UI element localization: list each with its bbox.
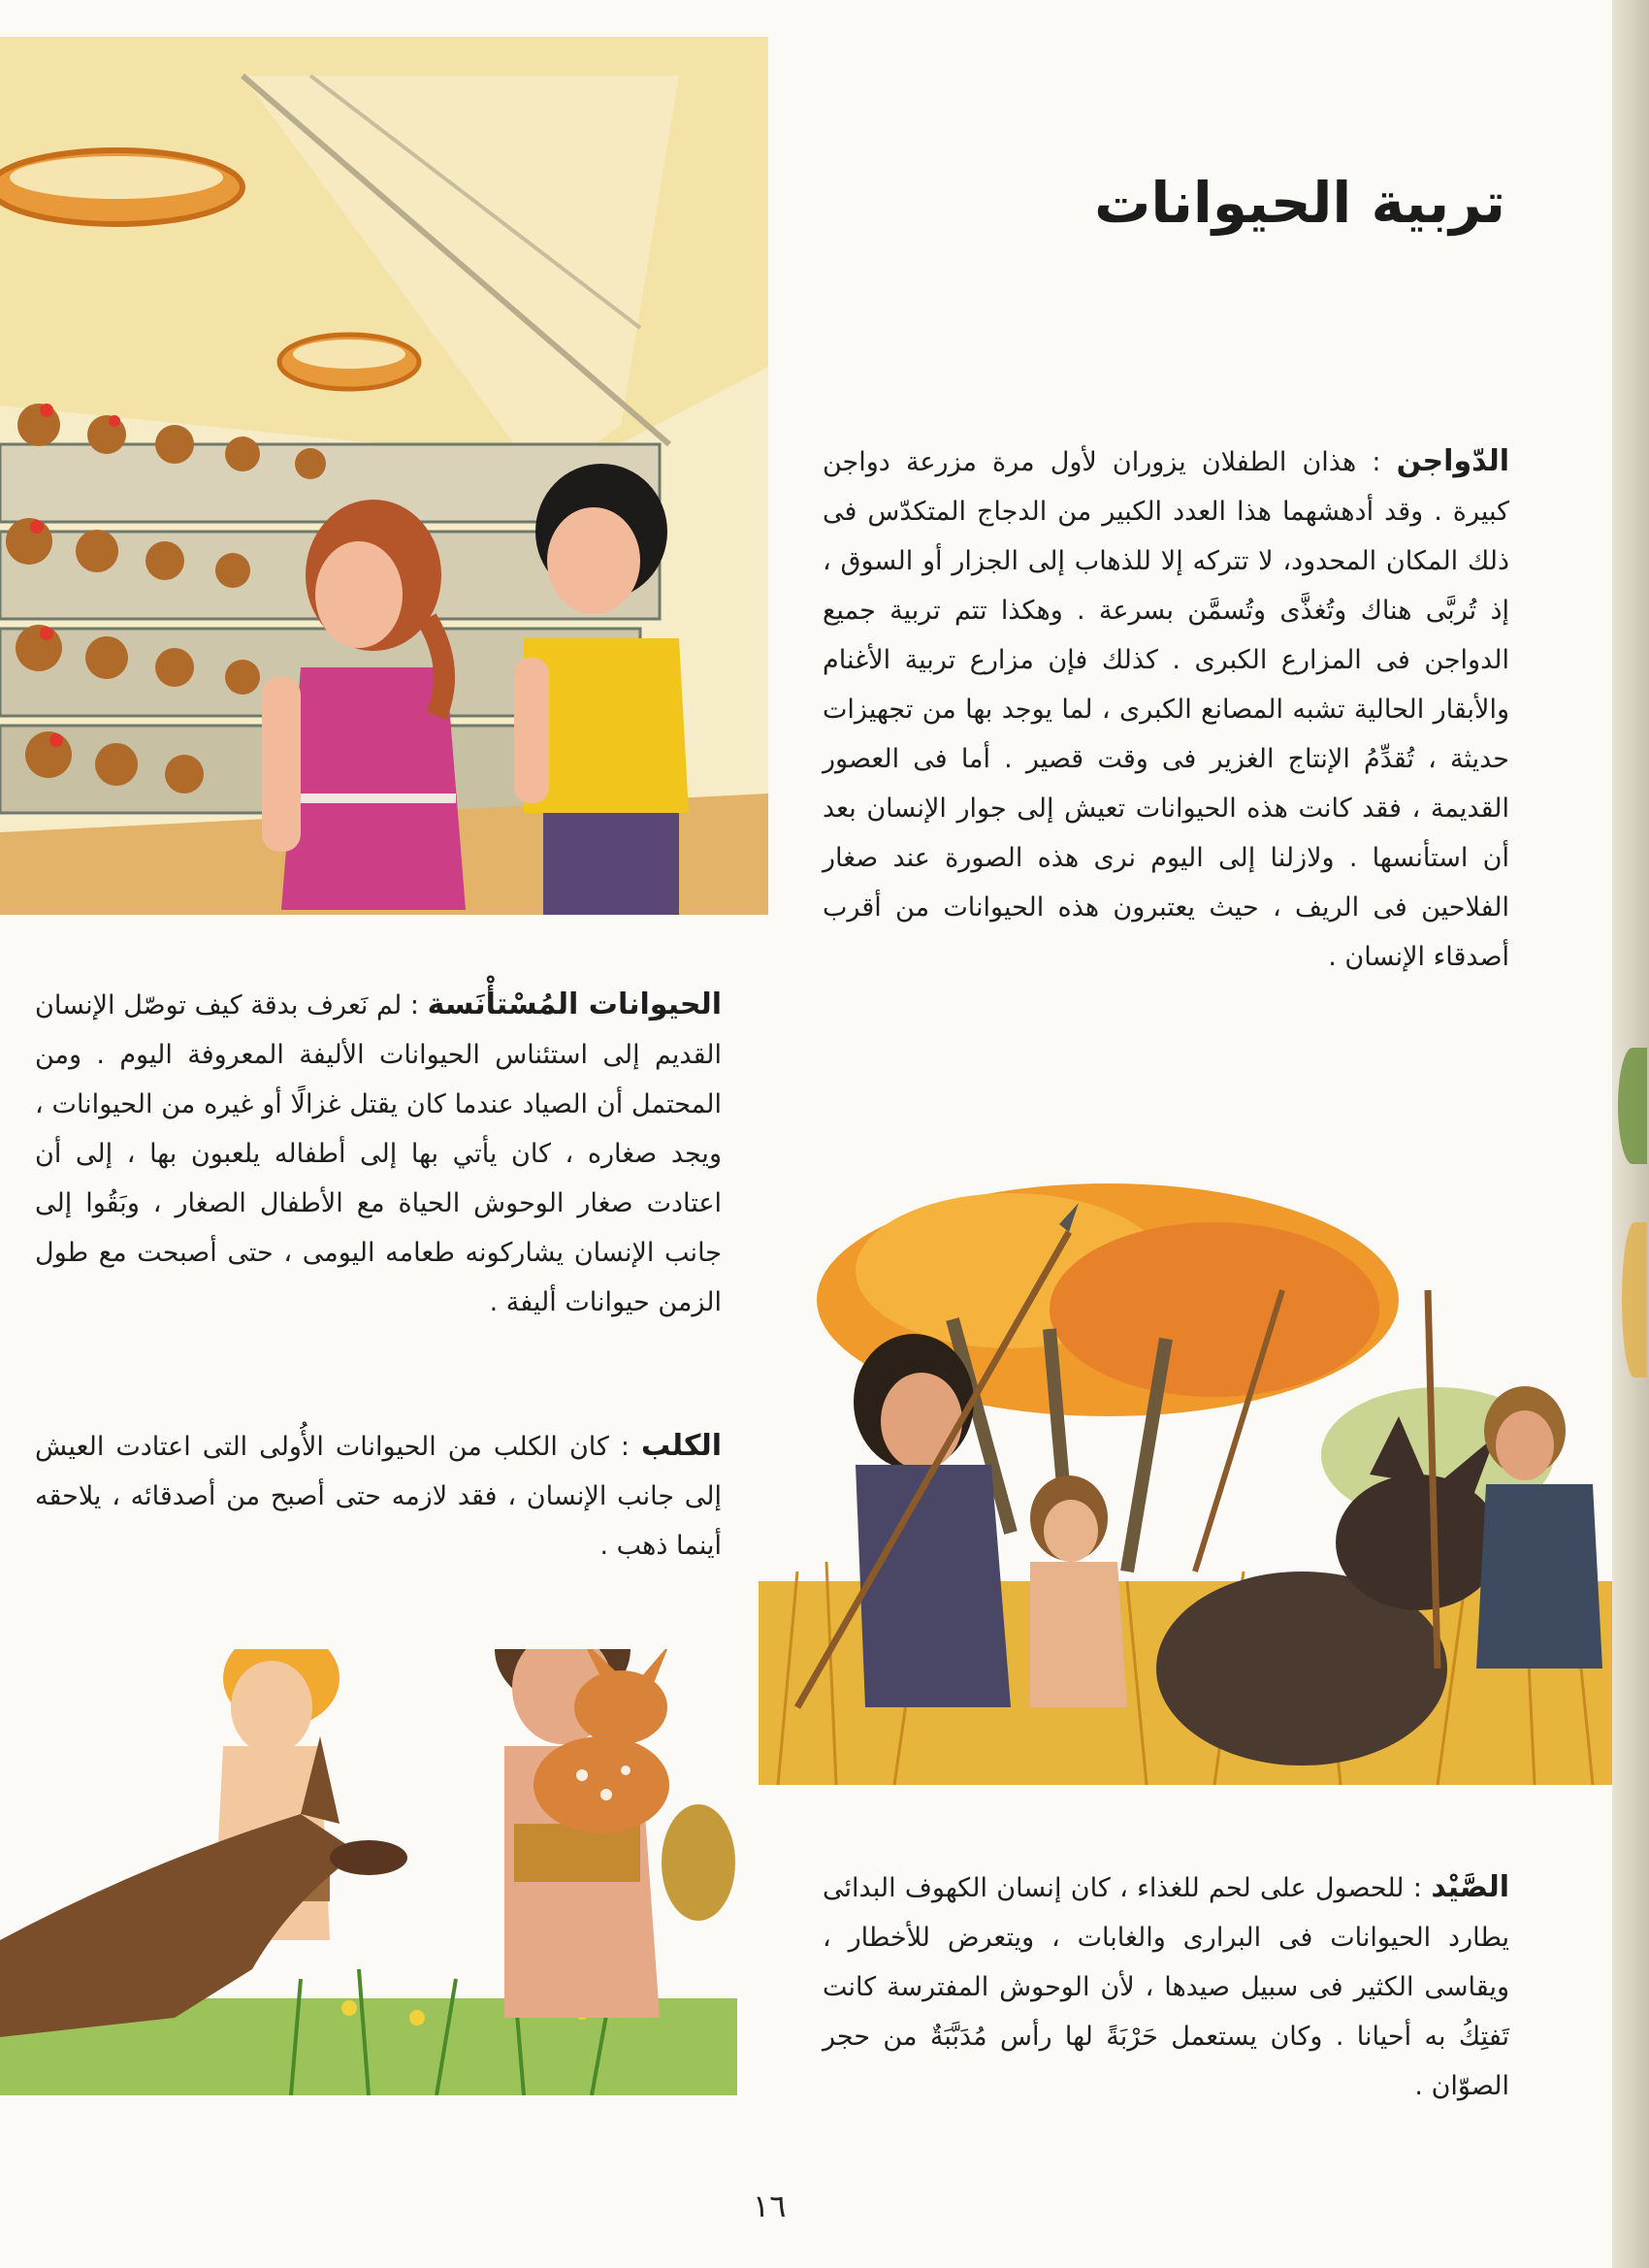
poultry-section [823,437,1509,982]
adjacent-page-leaf-icon [1618,1048,1647,1164]
poultry-heading: الدّواجن [1396,444,1509,478]
hunting-section [823,1863,1509,2111]
page-title: تربية الحيوانات [1094,170,1505,236]
dog-text: : كان الكلب من الحيوانات الأُولى التى اعتادت العيش إلى جانب الإنسان ، فقد لازمه حتى أصبح من أصدقائه ، يلاحقه أينما ذهب . [35,1432,722,1561]
dog-heading: الكلب [641,1429,722,1463]
poultry-farm-image [0,37,768,915]
domesticated-heading: الحيوانات المُسْتأْنَسة [427,988,722,1021]
hunting-text: : للحصول على لحم للغذاء ، كان إنسان الكهوف البدائى يطارد الحيوانات فى البرارى والغابات ، ويتعرض للأخطار ، ويقاسى الكثير فى سبيل صيدها ، لأن الوحوش المفترسة كانت تَفتِكُ به أحيانا . وكان يستعمل حَرْبَةً لها رأس مُدَبَّبَةٌ من حجر الصوّان . [823,1873,1509,2101]
adjacent-page-edge [1612,0,1649,2268]
poultry-farm-illustration [0,37,768,915]
domesticated-text: : لم نَعرف بدقة كيف توصّل الإنسان القديم إلى استئناس الحيوانات الأليفة المعروفة اليوم . ومن المحتمل أن الصياد عندما كان يقتل غزالًا أو غيره من الحيوانات ، ويجد صغاره ، كان يأتي بها إلى أطفاله يلعبون بها ، إلى أن اعتادت صغار الوحوش الحياة مع الأطفال الصغار ، وبَقُوا إلى جانب الإنسان يشاركونه طعامه اليومى ، حتى أصبحت مع طول الزمن حيوانات أليفة . [35,990,722,1317]
boar-hunt-illustration [759,1164,1612,1785]
boy-dog-deer-image [0,1649,737,2095]
boar-hunt-image [759,1164,1612,1785]
hunting-heading: الصَّيْد [1431,1870,1509,1904]
adjacent-page-flower-icon [1622,1222,1647,1377]
boy-dog-deer-illustration [0,1649,737,2095]
page-number: ١٦ [753,2187,787,2224]
domesticated-section [35,980,722,1327]
poultry-text: : هذان الطفلان يزوران لأول مرة مزرعة دواجن كبيرة . وقد أدهشهما هذا العدد الكبير من الدجاج المتكدّس فى ذلك المكان المحدود، لا تتركه إلا للذهاب إلى الجزار أو السوق ، إذ تُربَّى هناك وتُغذَّى وتُسمَّن بسرعة . وهكذا تتم تربية جميع الدواجن فى المزارع الكبرى . كذلك فإن مزارع تربية الأغنام والأبقار الحالية تشبه المصانع الكبرى ، لما يوجد بها من تجهيزات حديثة ، تُقدِّمُ الإنتاج الغزير فى وقت قصير . أما فى العصور القديمة ، فقد كانت هذه الحيوانات تعيش إلى جوار الإنسان بعد أن استأنسها . ولازلنا إلى اليوم نرى هذه الصورة عند صغار الفلاحين فى الريف ، حيث يعتبرون هذه الحيوانات من أقرب أصدقاء الإنسان . [823,447,1509,972]
dog-section [35,1421,722,1571]
